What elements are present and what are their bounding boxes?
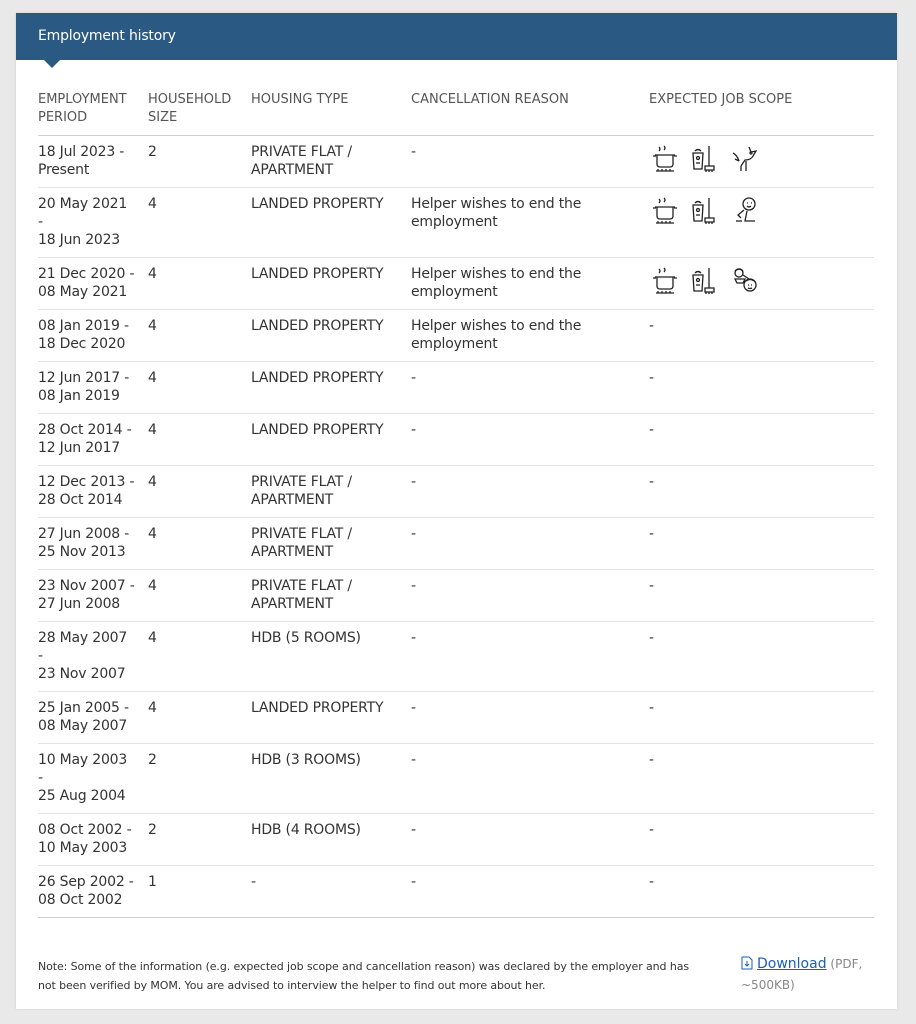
cancellation-reason-cell: Helper wishes to end the employment: [411, 188, 649, 258]
period-cell: [38, 466, 148, 518]
period-start: 12 Dec 2013 -: [38, 474, 135, 490]
period-cell: [38, 814, 148, 866]
housing-type-cell: HDB (4 ROOMS): [251, 814, 411, 866]
cooking-icon: [649, 265, 681, 297]
period-cell: [38, 622, 148, 692]
period-end: 10 May 2003: [38, 840, 128, 856]
job-scope-cell: [649, 188, 874, 258]
table-row: [38, 518, 874, 570]
infant-care-icon: [729, 195, 761, 227]
panel-title: Employment history: [38, 28, 176, 44]
period-cell: [38, 310, 148, 362]
table-row: [38, 362, 874, 414]
cancellation-reason-cell: Helper wishes to end the employment: [411, 310, 649, 362]
job-scope-cell: [649, 136, 874, 188]
period-cell: [38, 518, 148, 570]
table-row: [38, 414, 874, 466]
cancellation-reason-cell: -: [411, 866, 649, 918]
housing-type-cell: LANDED PROPERTY: [251, 258, 411, 310]
job-scope-cell: -: [649, 518, 874, 570]
period-start: 28 Oct 2014 -: [38, 422, 132, 438]
job-scope-cell: -: [649, 570, 874, 622]
period-end: 23 Nov 2007: [38, 666, 126, 682]
job-scope-cell: [649, 258, 874, 310]
table-row: [38, 744, 874, 814]
header-notch: [44, 60, 60, 68]
period-cell: [38, 866, 148, 918]
child-care-icon: [729, 265, 761, 297]
verification-note: Note: Some of the information (e.g. expected job scope and cancellation reason) was declared by the employer and has not been verified by MOM. You are advised to interview the helper to find out more about her.: [38, 960, 689, 992]
period-cell: [38, 136, 148, 188]
download-meta: (PDF, ~500KB): [741, 957, 863, 992]
table-row: [38, 466, 874, 518]
period-cell: [38, 744, 148, 814]
household-size-cell: 2: [148, 744, 251, 814]
housing-type-cell: PRIVATE FLAT / APARTMENT: [251, 466, 411, 518]
panel-header: [16, 13, 897, 60]
housing-type-cell: LANDED PROPERTY: [251, 414, 411, 466]
housing-type-cell: LANDED PROPERTY: [251, 310, 411, 362]
period-end: 08 May 2007: [38, 718, 128, 734]
cancellation-reason-cell: -: [411, 362, 649, 414]
table-row: [38, 258, 874, 310]
pet-care-icon: [729, 143, 761, 175]
household-size-cell: 4: [148, 258, 251, 310]
period-cell: [38, 188, 148, 258]
col-header-scope: EXPECTED JOB SCOPE: [649, 88, 874, 136]
job-scope-cell: -: [649, 310, 874, 362]
job-scope-cell: -: [649, 744, 874, 814]
cooking-icon: [649, 143, 681, 175]
table-row: [38, 570, 874, 622]
pdf-file-icon: [741, 956, 753, 976]
job-scope-cell: -: [649, 866, 874, 918]
cleaning-icon: [689, 143, 721, 175]
period-start: 08 Jan 2019 -: [38, 318, 129, 334]
household-size-cell: 4: [148, 518, 251, 570]
cancellation-reason-cell: -: [411, 518, 649, 570]
household-size-cell: 2: [148, 814, 251, 866]
housing-type-cell: PRIVATE FLAT / APARTMENT: [251, 570, 411, 622]
table-row: [38, 310, 874, 362]
household-size-cell: 4: [148, 466, 251, 518]
cancellation-reason-cell: -: [411, 692, 649, 744]
cancellation-reason-cell: -: [411, 414, 649, 466]
household-size-cell: 4: [148, 622, 251, 692]
cancellation-reason-cell: Helper wishes to end the employment: [411, 258, 649, 310]
table-row: [38, 866, 874, 918]
cooking-icon: [649, 195, 681, 227]
download-block: [741, 955, 881, 995]
period-cell: [38, 362, 148, 414]
job-scope-cell: -: [649, 692, 874, 744]
col-header-period: EMPLOYMENT PERIOD: [38, 88, 148, 136]
employment-history-table: [38, 88, 874, 918]
housing-type-cell: LANDED PROPERTY: [251, 692, 411, 744]
period-start: 12 Jun 2017 -: [38, 370, 130, 386]
household-size-cell: 4: [148, 570, 251, 622]
household-size-cell: 4: [148, 310, 251, 362]
col-header-housing: HOUSING TYPE: [251, 88, 411, 136]
period-end: -: [38, 648, 43, 664]
period-start: 26 Sep 2002 -: [38, 874, 134, 890]
household-size-cell: 4: [148, 692, 251, 744]
period-start: 10 May 2003: [38, 752, 128, 768]
period-start: 25 Jan 2005 -: [38, 700, 129, 716]
cancellation-reason-cell: -: [411, 814, 649, 866]
table-row: [38, 188, 874, 258]
table-row: [38, 136, 874, 188]
period-end: 08 Jan 2019: [38, 388, 120, 404]
household-size-cell: 1: [148, 866, 251, 918]
period-end: 18 Jun 2023: [38, 232, 121, 248]
period-cell: [38, 570, 148, 622]
period-start: 21 Dec 2020 -: [38, 266, 135, 282]
period-start: 18 Jul 2023 -: [38, 144, 125, 160]
household-size-cell: 4: [148, 362, 251, 414]
period-end: -: [38, 214, 43, 230]
cleaning-icon: [689, 265, 721, 297]
housing-type-cell: PRIVATE FLAT / APARTMENT: [251, 136, 411, 188]
period-end: 18 Dec 2020: [38, 336, 126, 352]
cancellation-reason-cell: -: [411, 136, 649, 188]
period-end: 28 Oct 2014: [38, 492, 123, 508]
household-size-cell: 2: [148, 136, 251, 188]
table-row: [38, 692, 874, 744]
household-size-cell: 4: [148, 188, 251, 258]
download-link[interactable]: Download: [757, 956, 827, 972]
housing-type-cell: HDB (5 ROOMS): [251, 622, 411, 692]
col-header-household: HOUSEHOLD SIZE: [148, 88, 251, 136]
period-end: 08 May 2021: [38, 284, 128, 300]
period-start: 27 Jun 2008 -: [38, 526, 130, 542]
cancellation-reason-cell: -: [411, 744, 649, 814]
housing-type-cell: LANDED PROPERTY: [251, 362, 411, 414]
period-end: -: [38, 770, 43, 786]
period-end: 25 Aug 2004: [38, 788, 126, 804]
employment-history-panel: [16, 13, 897, 1009]
cancellation-reason-cell: -: [411, 570, 649, 622]
table-row: [38, 814, 874, 866]
period-cell: [38, 258, 148, 310]
period-start: 28 May 2007: [38, 630, 128, 646]
cancellation-reason-cell: -: [411, 622, 649, 692]
period-end: 12 Jun 2017: [38, 440, 121, 456]
period-end: Present: [38, 162, 90, 178]
job-scope-cell: -: [649, 414, 874, 466]
housing-type-cell: PRIVATE FLAT / APARTMENT: [251, 518, 411, 570]
housing-type-cell: -: [251, 866, 411, 918]
housing-type-cell: HDB (3 ROOMS): [251, 744, 411, 814]
job-scope-cell: -: [649, 814, 874, 866]
household-size-cell: 4: [148, 414, 251, 466]
job-scope-cell: -: [649, 362, 874, 414]
table-header-row: [38, 88, 874, 136]
col-header-cancellation: CANCELLATION REASON: [411, 88, 649, 136]
period-cell: [38, 692, 148, 744]
period-end: 27 Jun 2008: [38, 596, 121, 612]
table-row: [38, 622, 874, 692]
job-scope-cell: -: [649, 622, 874, 692]
period-end: 25 Nov 2013: [38, 544, 126, 560]
period-start: 20 May 2021: [38, 196, 128, 212]
cleaning-icon: [689, 195, 721, 227]
period-end: 08 Oct 2002: [38, 892, 123, 908]
period-start: 08 Oct 2002 -: [38, 822, 132, 838]
period-start: 23 Nov 2007 -: [38, 578, 135, 594]
cancellation-reason-cell: -: [411, 466, 649, 518]
job-scope-cell: -: [649, 466, 874, 518]
period-cell: [38, 414, 148, 466]
housing-type-cell: LANDED PROPERTY: [251, 188, 411, 258]
